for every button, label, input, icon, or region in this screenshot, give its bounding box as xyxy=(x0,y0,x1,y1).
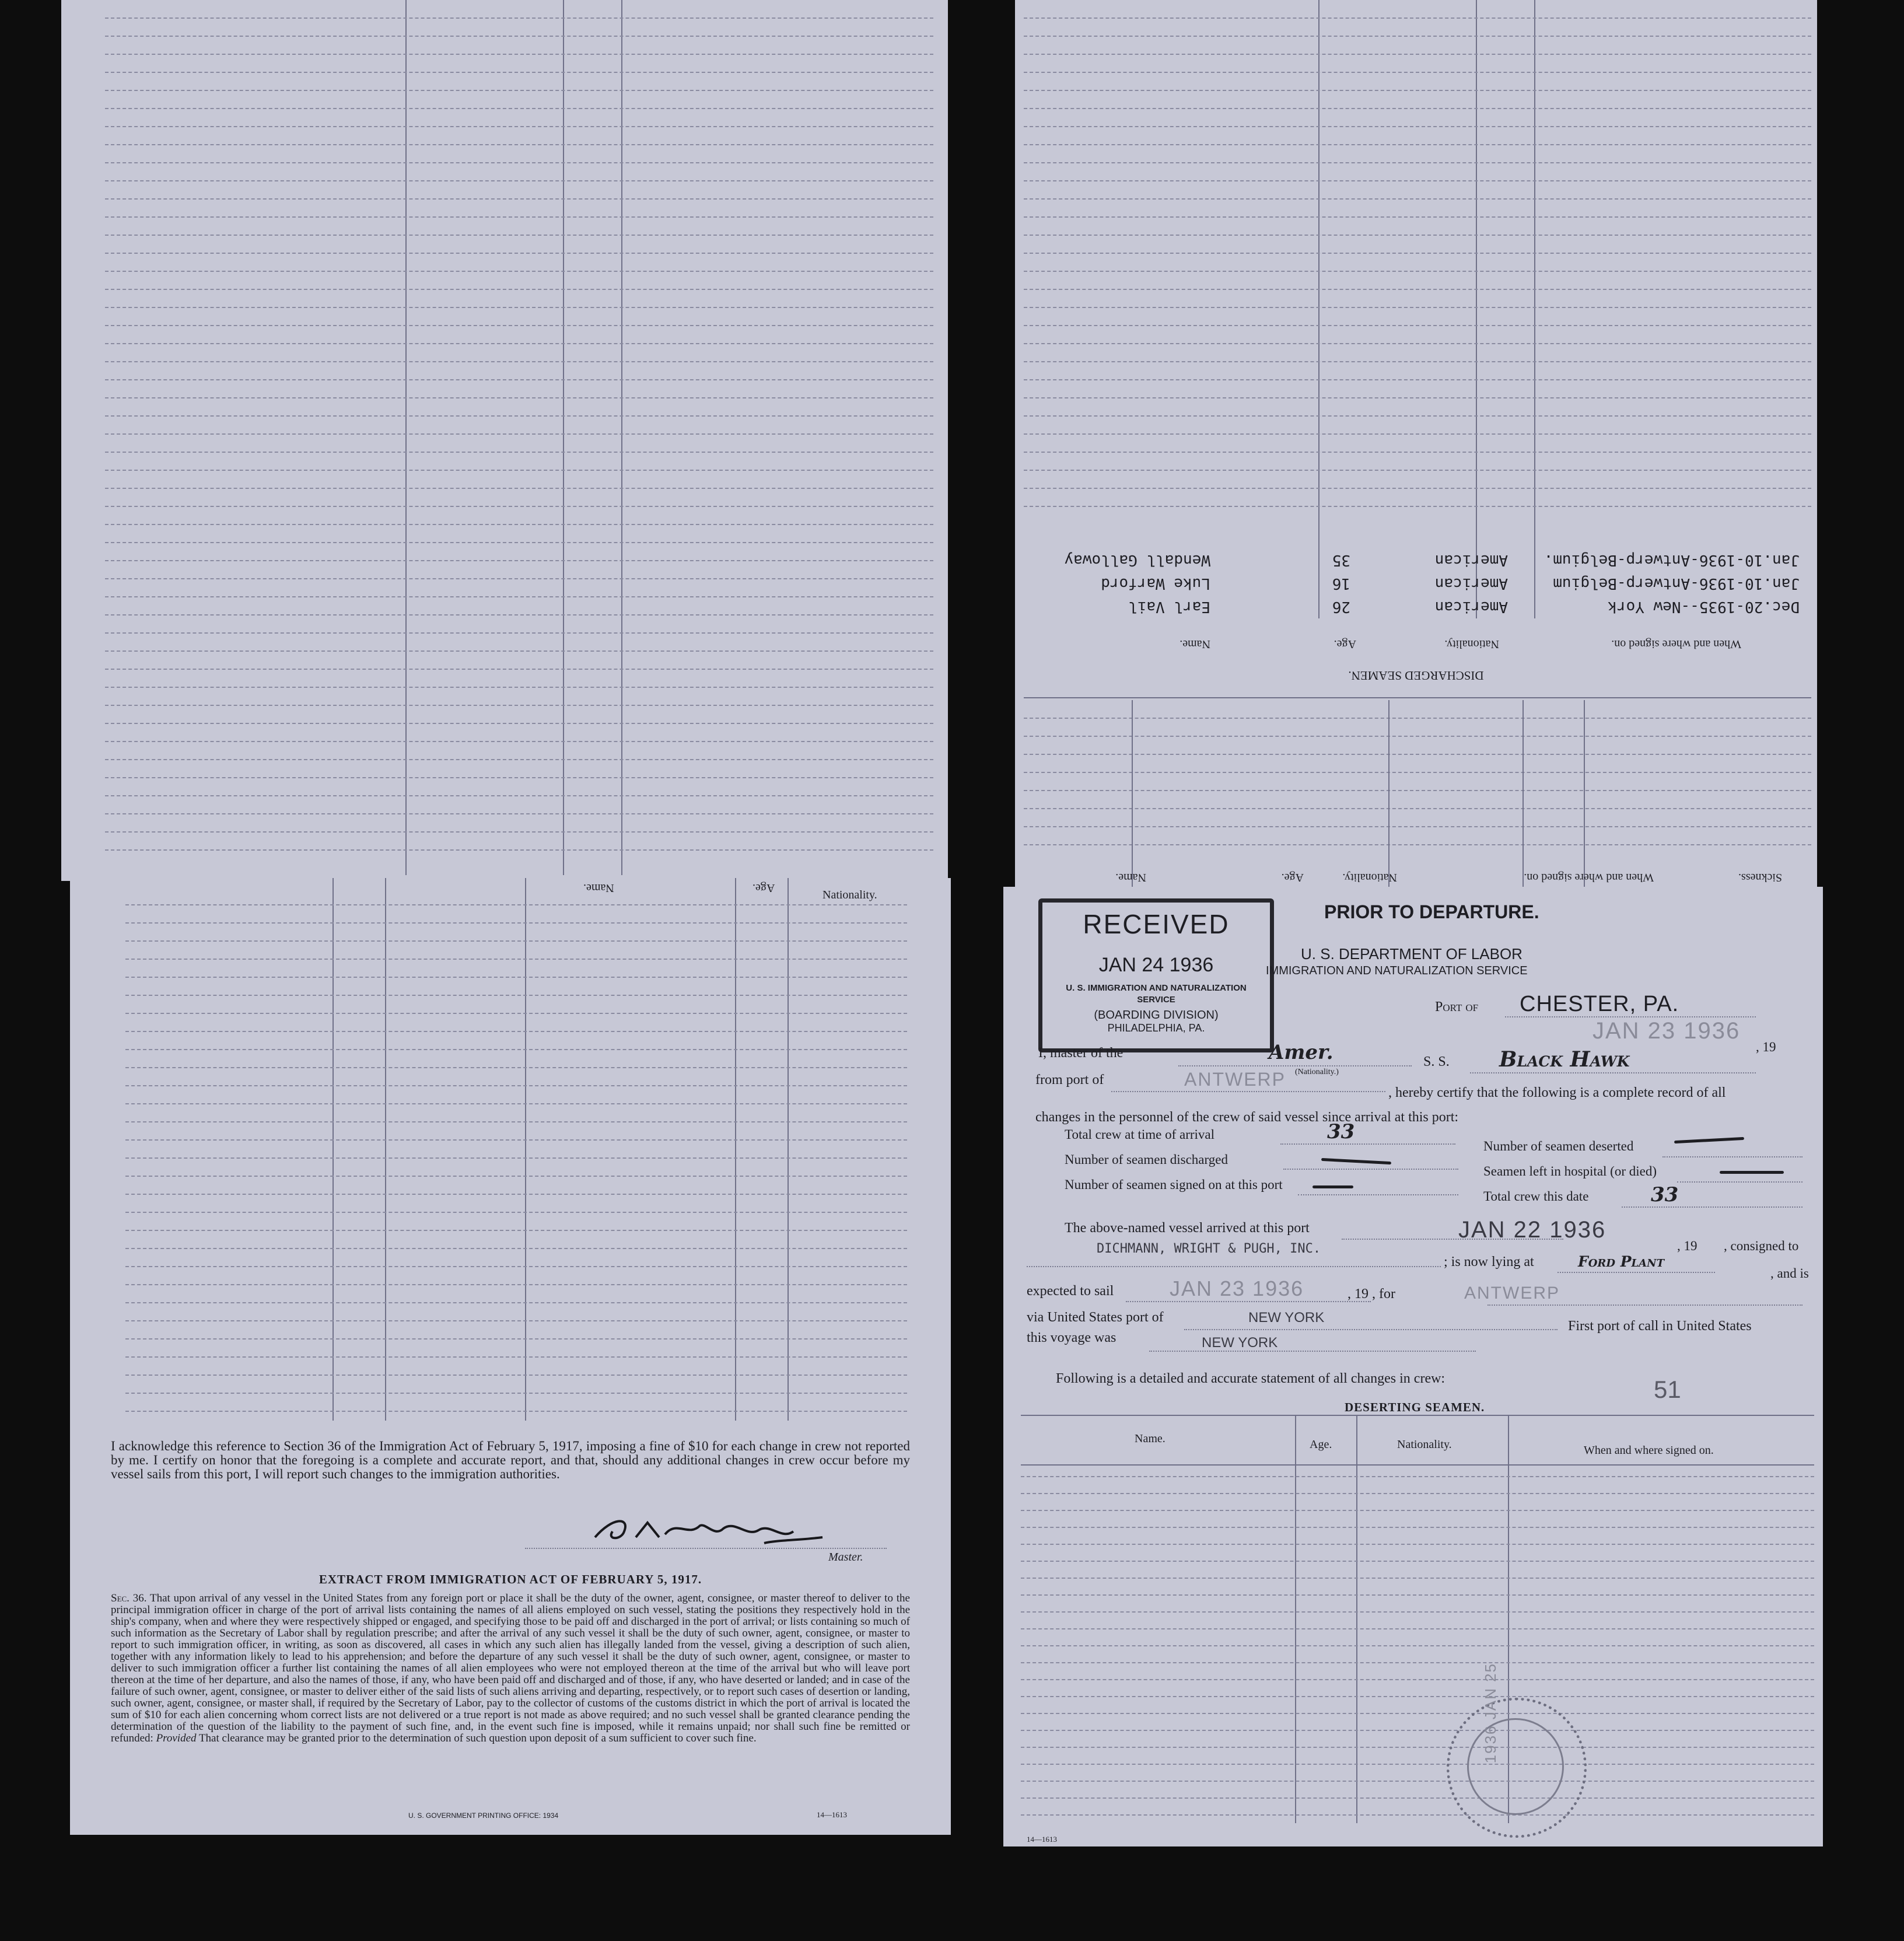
discharged-nationality: American xyxy=(1434,598,1508,615)
ruled-line xyxy=(1024,325,1811,326)
ruled-line xyxy=(125,1375,907,1376)
ruled-line xyxy=(105,596,933,597)
received-line2: SERVICE xyxy=(1137,995,1175,1005)
hospital-field xyxy=(1677,1181,1803,1183)
divider xyxy=(1024,697,1811,698)
ruled-line xyxy=(125,977,907,978)
extract-title: EXTRACT FROM IMMIGRATION ACT OF FEBRUARY 5, 1917. xyxy=(318,1572,702,1586)
ruled-line xyxy=(1024,397,1811,398)
ruled-line xyxy=(105,831,933,833)
column-divider xyxy=(621,0,622,875)
ruled-line xyxy=(105,108,933,109)
ruled-line xyxy=(125,1176,907,1177)
ruled-line xyxy=(1024,433,1811,435)
signed-on-field xyxy=(1298,1194,1458,1195)
column-divider xyxy=(1584,700,1585,887)
column-divider xyxy=(405,0,407,875)
lying-label: ; is now lying at xyxy=(1444,1254,1534,1269)
ruled-line xyxy=(125,1194,907,1195)
year-label: , 19 xyxy=(1756,1040,1776,1054)
from-port-field xyxy=(1111,1091,1385,1092)
consigned-to-label: , consigned to xyxy=(1724,1239,1799,1253)
ruled-line xyxy=(1024,18,1811,19)
desert-header-age: Age. xyxy=(1310,1438,1332,1451)
ruled-line xyxy=(105,397,933,398)
col-header-age-upside: Age. xyxy=(752,882,775,894)
ruled-line xyxy=(105,343,933,344)
ruled-line xyxy=(1021,1628,1814,1629)
column-divider xyxy=(1388,700,1390,887)
ruled-line xyxy=(1024,90,1811,91)
ruled-line xyxy=(105,72,933,73)
ruled-line xyxy=(105,470,933,471)
consigned-year: , 19 xyxy=(1677,1239,1698,1253)
ruled-line xyxy=(1024,198,1811,200)
provided-label: Provided xyxy=(156,1732,197,1744)
section-text: That upon arrival of any vessel in the United States from any foreign port or place it shall be the duty of the owner, agent, consignee, or master thereof to deliver to the principal immigration officer in charge of the port of arrival lists containing the names of all aliens employed on such vessel, stating the positions they respectively hold in the ship's company, when and where they were respectively shipped or engaged, and specifying those to be paid off and discharged in the port of arrival; or lists containing so much of such information as the Secretary of Labor shall by regulation prescribe; and after the arrival of any such vessel it shall be the duty of such owner, agent, consignee, or master to report to such immigration officer, in writing, as soon as discovered, all cases in which any such alien has illegally landed from the vessel, giving a description of such alien, together with any information likely to lead to his apprehension; and before the departure of any such vessel it shall be the duty of such owner, agent, consignee, or master to deliver to such immigration officer a further list containing the names of all alien employees who were not employed thereon at the time of the arrival but who will leave port thereon at the time of her departure, and also the names of those, if any, who have been paid off and discharged and of those, if any, who have deserted or landed; and in case of the failure of such owner, agent, consignee, or master to deliver either of the said lists of such aliens arriving and departing, respectively, or to report such cases of desertion or landing, such owner, agent, consignee, or master shall, if required by the Secretary of Labor, pay to the collector of customs of the customs district in which the port of arrival is located the sum of $10 for each alien concerning whom correct lists are not delivered or a true report is not made as above required; and no such vessel shall be granted clearance pending the determination of the question of the liability to the payment of such fine, and, in the event such fine is imposed, while it remains unpaid; nor shall such fine be remitted or refunded: xyxy=(111,1592,910,1744)
ruled-line xyxy=(105,90,933,91)
ruled-line xyxy=(1021,1662,1814,1663)
signed-on-dash xyxy=(1312,1185,1353,1188)
ruled-line xyxy=(1024,452,1811,453)
ruled-line xyxy=(105,542,933,543)
via-field xyxy=(1184,1329,1558,1330)
ruled-line xyxy=(1021,1797,1814,1799)
col-header-name: Name. xyxy=(1180,638,1210,651)
discharged-age: 16 xyxy=(1332,575,1350,592)
via-value: NEW YORK xyxy=(1248,1310,1325,1326)
ruled-line xyxy=(105,253,933,254)
discharged-nationality: American xyxy=(1434,551,1508,569)
ruled-line xyxy=(105,144,933,145)
signed-on-label: Number of seamen signed on at this port xyxy=(1065,1177,1283,1192)
date-stamp-faint: JAN 23 1936 xyxy=(1592,1018,1741,1044)
for-field xyxy=(1488,1305,1803,1306)
total-crew-arrival-value: 33 xyxy=(1327,1120,1355,1143)
ruled-line xyxy=(1024,488,1811,489)
ruled-line xyxy=(125,1320,907,1321)
expected-value: JAN 23 1936 xyxy=(1170,1276,1304,1300)
voyage-label: this voyage was xyxy=(1027,1330,1116,1345)
ruled-line xyxy=(1024,307,1811,308)
hosp-header-nationality: Nationality. xyxy=(1342,871,1397,884)
ruled-line xyxy=(125,1049,907,1050)
signature xyxy=(589,1514,863,1549)
departure-form-sheet xyxy=(1003,887,1823,1846)
ruled-line xyxy=(105,415,933,417)
form-number: 14—1613 xyxy=(817,1810,847,1819)
dept-name: U. S. DEPARTMENT OF LABOR xyxy=(1301,945,1522,963)
ruled-line xyxy=(1024,289,1811,290)
ruled-line xyxy=(1021,1527,1814,1528)
ruled-line xyxy=(105,849,933,851)
ruled-line xyxy=(125,1103,907,1104)
ruled-line xyxy=(1021,1814,1814,1816)
ruled-line xyxy=(125,1031,907,1032)
discharged-label: Number of seamen discharged xyxy=(1065,1152,1228,1167)
ruled-line xyxy=(105,325,933,326)
ruled-line xyxy=(125,1356,907,1358)
ruled-line xyxy=(105,632,933,634)
ruled-line xyxy=(105,651,933,652)
ruled-line xyxy=(1024,235,1811,236)
total-crew-date-field xyxy=(1622,1206,1803,1208)
ruled-line xyxy=(105,560,933,561)
hospital-dash xyxy=(1720,1171,1784,1174)
ruled-line xyxy=(1021,1764,1814,1765)
ruled-line xyxy=(1024,271,1811,272)
column-divider xyxy=(1476,0,1477,618)
port-label: Port of xyxy=(1435,999,1479,1015)
ruled-line xyxy=(1021,1578,1814,1579)
ruled-line xyxy=(105,669,933,670)
desert-header-signed: When and where signed on. xyxy=(1584,1444,1714,1457)
discharged-title: DISCHARGED SEAMEN. xyxy=(1348,669,1484,683)
ruled-line xyxy=(1024,790,1811,791)
discharged-age: 26 xyxy=(1332,598,1350,615)
ruled-line xyxy=(105,18,933,19)
bottom-left-sheet xyxy=(70,878,951,1835)
table-header-rule xyxy=(1021,1464,1814,1466)
form-title: PRIOR TO DEPARTURE. xyxy=(1324,901,1539,922)
ruled-line xyxy=(105,126,933,127)
circular-seal-stamp xyxy=(1447,1698,1587,1838)
ruled-line xyxy=(105,379,933,380)
discharged-dash xyxy=(1321,1158,1391,1164)
discharged-field xyxy=(1283,1169,1458,1170)
discharged-seamen-block xyxy=(1015,528,1817,686)
ruled-line xyxy=(105,723,933,724)
handwritten-number: 51 xyxy=(1654,1376,1681,1403)
ruled-line xyxy=(125,1013,907,1014)
ruled-line xyxy=(105,452,933,453)
top-right-sheet xyxy=(1015,0,1817,893)
ruled-line xyxy=(1024,826,1811,827)
ruled-line xyxy=(1024,470,1811,471)
ruled-line xyxy=(1021,1645,1814,1646)
voyage-field xyxy=(1149,1351,1476,1352)
hospital-header-row xyxy=(1015,863,1817,887)
first-port-label: First port of call in United States xyxy=(1568,1319,1752,1334)
ruled-line xyxy=(105,524,933,525)
ruled-line xyxy=(125,1067,907,1068)
for-label: , 19 , for xyxy=(1348,1286,1395,1302)
provided-text: That clearance may be granted prior to the determination of such question upon deposit of a sum sufficient to cover such fine. xyxy=(198,1732,757,1744)
ruled-line xyxy=(105,705,933,706)
ruled-line xyxy=(125,922,907,924)
ruled-line xyxy=(1024,343,1811,344)
service-name: IMMIGRATION AND NATURALIZATION SERVICE xyxy=(1266,964,1528,977)
ruled-line xyxy=(1024,72,1811,73)
section-label: Sec. 36. xyxy=(111,1592,147,1604)
ruled-line xyxy=(125,1393,907,1394)
ruled-line xyxy=(1024,180,1811,181)
expected-field xyxy=(1126,1301,1371,1302)
master-label: I, master of the xyxy=(1038,1045,1124,1061)
ship-field xyxy=(1470,1072,1756,1073)
ruled-line xyxy=(1021,1730,1814,1731)
ruled-line xyxy=(105,162,933,163)
consignee-field xyxy=(1027,1266,1441,1267)
ruled-line xyxy=(1021,1781,1814,1782)
from-port-value: ANTWERP xyxy=(1184,1069,1286,1090)
acknowledgement-text: I acknowledge this reference to Section 36 of the Immigration Act of February 5, 1917, imposing a fine of $10 for each change in crew not reported by me. I certify on honor that the foregoing is a complete and accurate report, and that, should any additional changes in crew occur before my vessel sails from this port, I will report such changes to the immigration authorities. xyxy=(111,1439,910,1481)
received-line1: U. S. IMMIGRATION AND NATURALIZATION xyxy=(1066,983,1247,993)
hosp-header-name: Name. xyxy=(1115,871,1146,884)
total-crew-date-label: Total crew this date xyxy=(1483,1189,1589,1204)
col-header-age: Age. xyxy=(1334,638,1356,651)
received-title: RECEIVED xyxy=(1083,909,1230,939)
ruled-line xyxy=(105,614,933,615)
via-label: via United States port of xyxy=(1027,1310,1164,1325)
ruled-line xyxy=(105,506,933,507)
ruled-line xyxy=(1021,1611,1814,1613)
ruled-line xyxy=(1024,754,1811,755)
ruled-line xyxy=(105,433,933,435)
port-value: CHESTER, PA. xyxy=(1520,992,1679,1016)
ruled-line xyxy=(125,995,907,996)
deserted-field xyxy=(1662,1156,1803,1157)
table-top-rule xyxy=(1021,1415,1814,1416)
ruled-line xyxy=(105,578,933,579)
discharged-signed: Jan.10-1936-Antwerp-Belgium. xyxy=(1544,551,1800,569)
hospital-label: Seamen left in hospital (or died) xyxy=(1483,1164,1657,1178)
discharged-name: Luke Warford xyxy=(1101,575,1210,592)
hosp-header-sickness: Sickness. xyxy=(1738,871,1782,884)
ruled-line xyxy=(1024,772,1811,773)
faint-stamp-date: 1936 JAN 25 xyxy=(1482,1663,1499,1764)
received-date: JAN 24 1936 xyxy=(1098,954,1214,976)
received-line3: (BOARDING DIVISION) xyxy=(1094,1009,1219,1022)
ruled-line xyxy=(125,1212,907,1213)
ruled-line xyxy=(1024,718,1811,719)
ruled-line xyxy=(105,180,933,181)
ruled-line xyxy=(125,1085,907,1086)
ruled-line xyxy=(105,813,933,814)
following-text: Following is a detailed and accurate statement of all changes in crew: xyxy=(1056,1371,1446,1386)
total-crew-arrival-field xyxy=(1280,1143,1455,1145)
ruled-line xyxy=(1021,1561,1814,1562)
lying-field xyxy=(1558,1272,1715,1273)
ruled-line xyxy=(1024,162,1811,163)
ruled-line xyxy=(1021,1713,1814,1714)
ruled-line xyxy=(105,488,933,489)
ruled-line xyxy=(1024,126,1811,127)
certify-text2: changes in the personnel of the crew of said vessel since arrival at this port: xyxy=(1035,1110,1459,1125)
nationality-field xyxy=(1178,1065,1412,1066)
certify-text: , hereby certify that the following is a complete record of all xyxy=(1388,1085,1726,1100)
for-value: ANTWERP xyxy=(1464,1283,1560,1303)
discharged-signed: Dec.20-1935--New York xyxy=(1608,598,1800,615)
ruled-line xyxy=(1024,415,1811,417)
deserted-label: Number of seamen deserted xyxy=(1483,1139,1634,1153)
column-divider xyxy=(1522,700,1524,887)
ruled-line xyxy=(105,198,933,200)
column-divider xyxy=(1132,700,1133,887)
ruled-line xyxy=(105,216,933,218)
ruled-line xyxy=(105,741,933,742)
discharged-name: Earl Vail xyxy=(1128,598,1210,615)
voyage-value: NEW YORK xyxy=(1202,1335,1278,1351)
discharged-age: 35 xyxy=(1332,551,1350,569)
signature-line xyxy=(525,1548,887,1549)
ruled-line xyxy=(1021,1493,1814,1494)
ruled-line xyxy=(125,1157,907,1159)
ruled-line xyxy=(125,1266,907,1267)
ruled-line xyxy=(105,54,933,55)
ruled-line xyxy=(125,1284,907,1285)
column-divider xyxy=(1534,0,1535,618)
ruled-line xyxy=(105,361,933,362)
ruled-line xyxy=(125,1139,907,1141)
ruled-line xyxy=(125,940,907,942)
ruled-line xyxy=(125,1338,907,1340)
form-number: 14—1613 xyxy=(1027,1835,1057,1844)
ruled-line xyxy=(1021,1476,1814,1477)
ruled-line xyxy=(125,959,907,960)
ruled-line xyxy=(1024,379,1811,380)
ruled-line xyxy=(105,759,933,760)
arrived-value: JAN 22 1936 xyxy=(1458,1217,1606,1243)
ruled-line xyxy=(1024,253,1811,254)
desert-header-name: Name. xyxy=(1135,1432,1166,1445)
ruled-line xyxy=(1021,1696,1814,1697)
ruled-line xyxy=(105,36,933,37)
ruled-line xyxy=(105,777,933,778)
ship-name: Black Hawk xyxy=(1499,1047,1630,1072)
ruled-line xyxy=(125,1230,907,1231)
hosp-header-age: Age. xyxy=(1281,871,1304,884)
deserted-dash xyxy=(1674,1137,1744,1143)
ruled-line xyxy=(1024,54,1811,55)
ruled-line xyxy=(1024,361,1811,362)
discharged-signed: Jan.10-1936-Antwerp-Belgium xyxy=(1553,575,1800,592)
lying-value: Ford Plant xyxy=(1578,1253,1664,1270)
ruled-line xyxy=(105,687,933,688)
ss-label: S. S. xyxy=(1423,1054,1450,1069)
ruled-line xyxy=(1024,36,1811,37)
nationality-caption: (Nationality.) xyxy=(1295,1068,1339,1076)
ruled-line xyxy=(105,307,933,308)
received-stamp xyxy=(1038,898,1274,1052)
printer-line: U. S. GOVERNMENT PRINTING OFFICE: 1934 xyxy=(408,1811,559,1820)
ruled-line xyxy=(105,289,933,290)
total-crew-date-value: 33 xyxy=(1651,1183,1679,1206)
ruled-line xyxy=(105,795,933,796)
discharged-nationality: American xyxy=(1434,575,1508,592)
col-header-signed: When and where signed on. xyxy=(1611,638,1741,651)
nationality-value: Amer. xyxy=(1269,1041,1334,1064)
top-left-sheet xyxy=(61,0,948,881)
signature-scribble xyxy=(589,1514,863,1549)
section-36 xyxy=(111,1593,910,1744)
deserting-title: DESERTING SEAMEN. xyxy=(1345,1400,1485,1414)
ruled-line xyxy=(1024,844,1811,845)
col-header-nationality: Nationality. xyxy=(1444,638,1499,651)
ruled-line xyxy=(125,1302,907,1303)
and-is-label: , and is xyxy=(1770,1266,1809,1281)
col-header-nationality: Nationality. xyxy=(822,889,877,901)
ruled-line xyxy=(125,1121,907,1122)
ruled-line xyxy=(1021,1544,1814,1545)
ruled-line xyxy=(1024,144,1811,145)
ruled-line xyxy=(125,1248,907,1249)
ruled-line xyxy=(1021,1747,1814,1748)
ruled-line xyxy=(1024,506,1811,507)
expected-label: expected to sail xyxy=(1027,1283,1114,1299)
col-header-name-upside: Name. xyxy=(583,882,614,894)
ruled-line xyxy=(125,904,907,905)
consignee-value: DICHMANN, WRIGHT & PUGH, INC. xyxy=(1097,1241,1321,1256)
ruled-line xyxy=(1024,736,1811,737)
total-crew-arrival-label: Total crew at time of arrival xyxy=(1065,1127,1215,1142)
ruled-line xyxy=(1024,216,1811,218)
arrived-label: The above-named vessel arrived at this port xyxy=(1065,1220,1310,1236)
discharged-name: Wendall Galloway xyxy=(1064,551,1210,569)
received-line4: PHILADELPHIA, PA. xyxy=(1107,1022,1205,1034)
ruled-line xyxy=(1021,1510,1814,1511)
ruled-line xyxy=(1024,808,1811,809)
column-divider xyxy=(1318,0,1320,618)
master-label: Master. xyxy=(828,1551,863,1564)
hosp-header-signed: When and where signed on. xyxy=(1524,871,1654,884)
column-divider xyxy=(563,0,564,875)
ruled-line xyxy=(125,1411,907,1412)
ruled-line xyxy=(1021,1594,1814,1596)
ruled-line xyxy=(105,271,933,272)
from-port-label: from port of xyxy=(1035,1072,1104,1087)
ruled-line xyxy=(1024,108,1811,109)
desert-header-nationality: Nationality. xyxy=(1397,1438,1452,1451)
ruled-line xyxy=(105,235,933,236)
ruled-line xyxy=(1021,1679,1814,1680)
